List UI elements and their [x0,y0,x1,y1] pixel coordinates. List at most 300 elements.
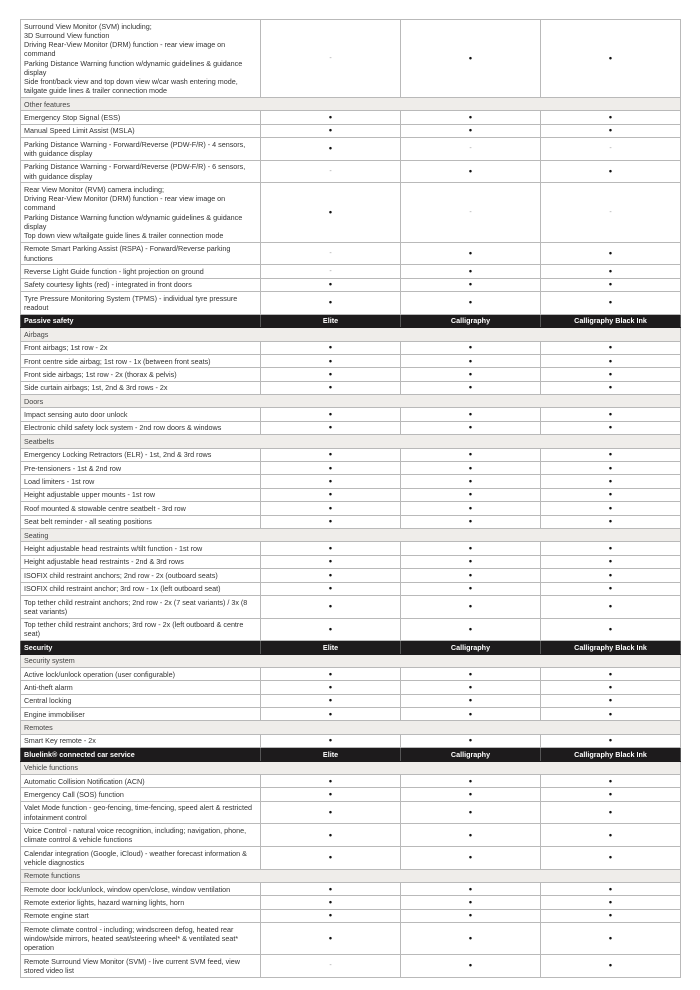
feature-text-line: Central locking [24,696,72,706]
feature-text-line: ISOFIX child restraint anchor; 3rd row - 1x (left outboard seat) [24,584,221,594]
subsection-other-features [21,98,681,111]
feature-row [21,667,681,680]
feature-text-line: Parking Distance Warning - Forward/Reverse (PDW-F/R) - 6 sensors, with guidance display [24,162,246,181]
standard-dot-icon-elite: • [261,734,401,747]
standard-dot-icon-calligraphy-black-ink: • [541,368,681,381]
feature-name [21,775,261,788]
standard-dot-icon-elite: • [261,448,401,461]
subsection-filler [541,98,681,111]
feature-row [21,909,681,922]
feature-text-line: Parking Distance Warning - Forward/Reverse (PDW-F/R) - 4 sensors, with guidance display [24,139,246,158]
feature-row [21,515,681,528]
feature-row [21,824,681,847]
not-available-dash-elite: - [261,160,401,183]
feature-row [21,681,681,694]
subsection-title: Other features [21,98,261,111]
standard-dot-icon-elite: • [261,824,401,847]
subsection-title: Security system [21,654,261,667]
subsection-filler [261,528,401,541]
subsection-filler [541,721,681,734]
standard-dot-icon-elite: • [261,555,401,568]
standard-dot-icon-calligraphy-black-ink: • [541,278,681,291]
standard-dot-icon-calligraphy: • [401,542,541,555]
standard-dot-icon-calligraphy-black-ink: • [541,909,681,922]
not-available-dash-calligraphy-black-ink: - [541,183,681,242]
standard-dot-icon-calligraphy-black-ink: • [541,462,681,475]
standard-dot-icon-calligraphy-black-ink: • [541,265,681,278]
feature-row [21,788,681,801]
category-title: Passive safety [21,314,261,327]
feature-name [21,20,261,98]
specifications-body [21,20,681,978]
standard-dot-icon-elite: • [261,775,401,788]
standard-dot-icon-calligraphy-black-ink: • [541,734,681,747]
feature-row [21,923,681,955]
feature-name [21,368,261,381]
standard-dot-icon-calligraphy-black-ink: • [541,847,681,870]
feature-name [21,448,261,461]
subsection-filler [401,395,541,408]
column-header-calligraphy-black-ink: Calligraphy Black Ink [541,641,681,654]
feature-text-line: Side front/back view and top down view w/car wash entering mode, tailgate guide lines & trailer connection mode [24,76,238,96]
feature-text-line: Top tether child restraint anchors; 2nd row - 2x (7 seat variants) / 3x (8 seat variants) [24,597,248,616]
feature-name [21,954,261,977]
feature-text-line: Electronic child safety lock system - 2nd row doors & windows [24,423,222,433]
standard-dot-icon-elite: • [261,708,401,721]
standard-dot-icon-calligraphy-black-ink: • [541,667,681,680]
standard-dot-icon-elite: • [261,896,401,909]
standard-dot-icon-calligraphy-black-ink: • [541,582,681,595]
feature-name [21,801,261,824]
feature-name [21,694,261,707]
subsection-title: Airbags [21,328,261,341]
not-available-dash-elite: - [261,265,401,278]
feature-text-line: Emergency Call (SOS) function [24,790,124,800]
standard-dot-icon-calligraphy: • [401,824,541,847]
subsection-remotes [21,721,681,734]
standard-dot-icon-calligraphy-black-ink: • [541,923,681,955]
feature-row [21,368,681,381]
feature-text-line: Active lock/unlock operation (user configurable) [24,669,176,679]
feature-name [21,160,261,183]
feature-text-line: Impact sensing auto door unlock [24,410,128,420]
standard-dot-icon-calligraphy: • [401,292,541,315]
standard-dot-icon-calligraphy-black-ink: • [541,408,681,421]
standard-dot-icon-calligraphy: • [401,618,541,641]
standard-dot-icon-calligraphy: • [401,368,541,381]
not-available-dash-elite: - [261,954,401,977]
subsection-title: Doors [21,395,261,408]
standard-dot-icon-calligraphy: • [401,582,541,595]
standard-dot-icon-calligraphy: • [401,354,541,367]
subsection-filler [541,869,681,882]
feature-text-line: Roof mounted & stowable centre seatbelt - 3rd row [24,503,186,513]
not-available-dash-elite: - [261,242,401,265]
feature-text-line: Remote door lock/unlock, window open/close, window ventilation [24,884,231,894]
feature-row [21,694,681,707]
feature-row [21,124,681,137]
subsection-filler [401,869,541,882]
standard-dot-icon-calligraphy: • [401,909,541,922]
feature-name [21,582,261,595]
standard-dot-icon-elite: • [261,354,401,367]
feature-row [21,341,681,354]
standard-dot-icon-calligraphy-black-ink: • [541,292,681,315]
subsection-filler [401,761,541,774]
standard-dot-icon-calligraphy: • [401,381,541,394]
standard-dot-icon-elite: • [261,801,401,824]
standard-dot-icon-calligraphy: • [401,923,541,955]
standard-dot-icon-calligraphy-black-ink: • [541,555,681,568]
subsection-airbags [21,328,681,341]
feature-row [21,265,681,278]
standard-dot-icon-calligraphy-black-ink: • [541,475,681,488]
feature-name [21,138,261,161]
feature-row [21,421,681,434]
feature-name [21,381,261,394]
subsection-filler [401,654,541,667]
feature-text-line: Surround View Monitor (SVM) including; [24,21,152,31]
feature-text-line: Top down view w/tailgate guide lines & trailer connection mode [24,230,224,240]
standard-dot-icon-calligraphy: • [401,788,541,801]
subsection-remote-functions [21,869,681,882]
feature-row [21,448,681,461]
standard-dot-icon-calligraphy-black-ink: • [541,882,681,895]
feature-text-line: Emergency Stop Signal (ESS) [24,112,121,122]
standard-dot-icon-calligraphy-black-ink: • [541,681,681,694]
feature-row [21,381,681,394]
feature-row [21,618,681,641]
subsection-title: Remote functions [21,869,261,882]
feature-name [21,923,261,955]
category-header-passive-safety [21,314,681,327]
subsection-filler [541,395,681,408]
standard-dot-icon-elite: • [261,183,401,242]
subsection-title: Vehicle functions [21,761,261,774]
feature-row [21,708,681,721]
standard-dot-icon-elite: • [261,421,401,434]
standard-dot-icon-elite: • [261,788,401,801]
standard-dot-icon-calligraphy-black-ink: • [541,708,681,721]
standard-dot-icon-calligraphy: • [401,595,541,618]
feature-row [21,278,681,291]
standard-dot-icon-calligraphy-black-ink: • [541,801,681,824]
subsection-seatbelts [21,435,681,448]
standard-dot-icon-calligraphy-black-ink: • [541,542,681,555]
subsection-filler [261,98,401,111]
standard-dot-icon-calligraphy: • [401,462,541,475]
standard-dot-icon-elite: • [261,542,401,555]
standard-dot-icon-elite: • [261,111,401,124]
standard-dot-icon-calligraphy: • [401,502,541,515]
feature-text-line: Height adjustable upper mounts - 1st row [24,490,156,500]
feature-text-line: Remote Smart Parking Assist (RSPA) - Forward/Reverse parking functions [24,244,231,263]
standard-dot-icon-calligraphy: • [401,475,541,488]
feature-name [21,475,261,488]
feature-text-line: Voice Control - natural voice recognition, including; navigation, phone, climate control & vehicle functions [24,826,247,845]
standard-dot-icon-calligraphy: • [401,569,541,582]
feature-name [21,292,261,315]
feature-name [21,183,261,242]
feature-name [21,354,261,367]
not-available-dash-calligraphy: - [401,138,541,161]
feature-text-line: Tyre Pressure Monitoring System (TPMS) - individual tyre pressure readout [24,293,238,312]
feature-name [21,788,261,801]
standard-dot-icon-calligraphy: • [401,667,541,680]
standard-dot-icon-calligraphy-black-ink: • [541,448,681,461]
standard-dot-icon-calligraphy-black-ink: • [541,488,681,501]
standard-dot-icon-calligraphy: • [401,408,541,421]
feature-text-line: Smart Key remote - 2x [24,736,96,746]
subsection-filler [541,528,681,541]
feature-text-line: Valet Mode function - geo-fencing, time-fencing, speed alert & restricted infotainment control [24,803,252,822]
standard-dot-icon-elite: • [261,488,401,501]
subsection-title: Remotes [21,721,261,734]
not-available-dash-calligraphy-black-ink: - [541,138,681,161]
subsection-filler [261,869,401,882]
feature-row [21,475,681,488]
subsection-filler [261,721,401,734]
subsection-seating [21,528,681,541]
standard-dot-icon-calligraphy: • [401,555,541,568]
subsection-filler [541,654,681,667]
feature-name [21,124,261,137]
feature-name [21,515,261,528]
feature-row [21,292,681,315]
subsection-title: Seating [21,528,261,541]
column-header-calligraphy: Calligraphy [401,641,541,654]
subsection-filler [261,761,401,774]
subsection-filler [401,328,541,341]
standard-dot-icon-calligraphy: • [401,488,541,501]
standard-dot-icon-calligraphy: • [401,954,541,977]
feature-row [21,160,681,183]
feature-name [21,111,261,124]
feature-text-line: Manual Speed Limit Assist (MSLA) [24,126,135,136]
feature-text-line: Front airbags; 1st row - 2x [24,343,108,353]
feature-row [21,555,681,568]
feature-text-line: Parking Distance Warning function w/dynamic guidelines & guidance display [24,212,243,231]
feature-text-line: ISOFIX child restraint anchors; 2nd row - 2x (outboard seats) [24,570,218,580]
feature-row [21,502,681,515]
feature-text-line: Safety courtesy lights (red) - integrated in front doors [24,280,192,290]
feature-row [21,542,681,555]
standard-dot-icon-calligraphy: • [401,448,541,461]
standard-dot-icon-calligraphy: • [401,515,541,528]
standard-dot-icon-calligraphy: • [401,111,541,124]
feature-name [21,341,261,354]
standard-dot-icon-calligraphy-black-ink: • [541,569,681,582]
feature-text-line: Top tether child restraint anchors; 3rd row - 2x (left outboard & centre seat) [24,620,244,639]
feature-row [21,242,681,265]
feature-name [21,824,261,847]
feature-row [21,595,681,618]
standard-dot-icon-calligraphy: • [401,882,541,895]
standard-dot-icon-calligraphy: • [401,341,541,354]
standard-dot-icon-calligraphy: • [401,708,541,721]
feature-name [21,734,261,747]
subsection-security-system [21,654,681,667]
feature-name [21,421,261,434]
subsection-filler [401,98,541,111]
feature-text-line: Calendar integration (Google, iCloud) - weather forecast information & vehicle diagnostics [24,848,247,867]
column-header-elite: Elite [261,748,401,761]
standard-dot-icon-elite: • [261,618,401,641]
standard-dot-icon-elite: • [261,292,401,315]
subsection-filler [401,435,541,448]
feature-text-line: Anti-theft alarm [24,682,73,692]
column-header-calligraphy: Calligraphy [401,748,541,761]
feature-name [21,595,261,618]
standard-dot-icon-elite: • [261,909,401,922]
standard-dot-icon-calligraphy: • [401,694,541,707]
feature-row [21,569,681,582]
standard-dot-icon-calligraphy-black-ink: • [541,824,681,847]
feature-name [21,278,261,291]
standard-dot-icon-calligraphy-black-ink: • [541,242,681,265]
standard-dot-icon-elite: • [261,595,401,618]
feature-text-line: Parking Distance Warning function w/dynamic guidelines & guidance display [24,58,243,77]
feature-row [21,462,681,475]
standard-dot-icon-elite: • [261,475,401,488]
not-available-dash-calligraphy: - [401,183,541,242]
standard-dot-icon-calligraphy: • [401,801,541,824]
standard-dot-icon-elite: • [261,368,401,381]
standard-dot-icon-elite: • [261,124,401,137]
standard-dot-icon-elite: • [261,923,401,955]
subsection-filler [541,761,681,774]
feature-text-line: Front side airbags; 1st row - 2x (thorax & pelvis) [24,369,177,379]
standard-dot-icon-calligraphy: • [401,896,541,909]
feature-row [21,775,681,788]
feature-text-line: Driving Rear-View Monitor (DRM) function - rear view image on command [24,194,226,213]
standard-dot-icon-elite: • [261,408,401,421]
standard-dot-icon-elite: • [261,278,401,291]
feature-row [21,138,681,161]
feature-name [21,708,261,721]
feature-name [21,488,261,501]
standard-dot-icon-calligraphy-black-ink: • [541,775,681,788]
feature-text-line: 3D Surround View function [24,30,110,40]
standard-dot-icon-elite: • [261,681,401,694]
standard-dot-icon-elite: • [261,882,401,895]
standard-dot-icon-calligraphy: • [401,734,541,747]
category-title: Bluelink® connected car service [21,748,261,761]
column-header-calligraphy-black-ink: Calligraphy Black Ink [541,314,681,327]
standard-dot-icon-calligraphy-black-ink: • [541,954,681,977]
subsection-filler [401,721,541,734]
standard-dot-icon-calligraphy-black-ink: • [541,20,681,98]
subsection-filler [261,328,401,341]
category-header-security [21,641,681,654]
standard-dot-icon-calligraphy-black-ink: • [541,381,681,394]
standard-dot-icon-calligraphy-black-ink: • [541,694,681,707]
standard-dot-icon-calligraphy-black-ink: • [541,421,681,434]
feature-row [21,582,681,595]
subsection-title: Seatbelts [21,435,261,448]
feature-row [21,183,681,242]
feature-row [21,408,681,421]
feature-name [21,847,261,870]
subsection-filler [261,395,401,408]
standard-dot-icon-calligraphy: • [401,124,541,137]
feature-row [21,354,681,367]
standard-dot-icon-calligraphy-black-ink: • [541,341,681,354]
feature-text-line: Side curtain airbags; 1st, 2nd & 3rd rows - 2x [24,383,168,393]
column-header-elite: Elite [261,641,401,654]
feature-text-line: Height adjustable head restraints - 2nd & 3rd rows [24,557,184,567]
feature-name [21,667,261,680]
feature-name [21,618,261,641]
category-header-bluelink-connected-car-service [21,748,681,761]
feature-text-line: Reverse Light Guide function - light projection on ground [24,266,204,276]
feature-text-line: Remote exterior lights, hazard warning lights, horn [24,897,185,907]
standard-dot-icon-calligraphy-black-ink: • [541,502,681,515]
standard-dot-icon-elite: • [261,582,401,595]
feature-name [21,502,261,515]
standard-dot-icon-elite: • [261,462,401,475]
column-header-calligraphy: Calligraphy [401,314,541,327]
standard-dot-icon-calligraphy-black-ink: • [541,160,681,183]
feature-text-line: Remote engine start [24,911,89,921]
feature-name [21,408,261,421]
feature-name [21,569,261,582]
feature-name [21,882,261,895]
feature-row [21,847,681,870]
feature-row [21,20,681,98]
feature-name [21,542,261,555]
feature-row [21,882,681,895]
feature-text-line: Remote climate control - including; windscreen defog, heated rear window/side mirrors, heated seat/steering wheel* & ventilated seat* operation [24,924,239,953]
feature-text-line: Front centre side airbag; 1st row - 1x (between front seats) [24,356,211,366]
standard-dot-icon-calligraphy: • [401,421,541,434]
subsection-doors [21,395,681,408]
feature-name [21,896,261,909]
standard-dot-icon-calligraphy-black-ink: • [541,354,681,367]
feature-row [21,954,681,977]
feature-row [21,111,681,124]
feature-row [21,488,681,501]
standard-dot-icon-calligraphy-black-ink: • [541,111,681,124]
standard-dot-icon-calligraphy-black-ink: • [541,788,681,801]
standard-dot-icon-calligraphy: • [401,265,541,278]
standard-dot-icon-calligraphy-black-ink: • [541,595,681,618]
subsection-filler [261,435,401,448]
feature-text-line: Emergency Locking Retractors (ELR) - 1st, 2nd & 3rd rows [24,450,212,460]
standard-dot-icon-calligraphy: • [401,775,541,788]
standard-dot-icon-calligraphy: • [401,681,541,694]
column-header-elite: Elite [261,314,401,327]
not-available-dash-elite: - [261,20,401,98]
standard-dot-icon-elite: • [261,847,401,870]
standard-dot-icon-calligraphy-black-ink: • [541,124,681,137]
standard-dot-icon-elite: • [261,502,401,515]
feature-name [21,242,261,265]
standard-dot-icon-calligraphy-black-ink: • [541,515,681,528]
subsection-filler [401,528,541,541]
standard-dot-icon-elite: • [261,138,401,161]
standard-dot-icon-elite: • [261,381,401,394]
standard-dot-icon-elite: • [261,341,401,354]
feature-row [21,896,681,909]
feature-row [21,734,681,747]
standard-dot-icon-calligraphy: • [401,242,541,265]
feature-name [21,462,261,475]
feature-name [21,909,261,922]
subsection-filler [541,328,681,341]
standard-dot-icon-calligraphy: • [401,20,541,98]
feature-text-line: Remote Surround View Monitor (SVM) - live current SVM feed, view stored video list [24,956,240,975]
